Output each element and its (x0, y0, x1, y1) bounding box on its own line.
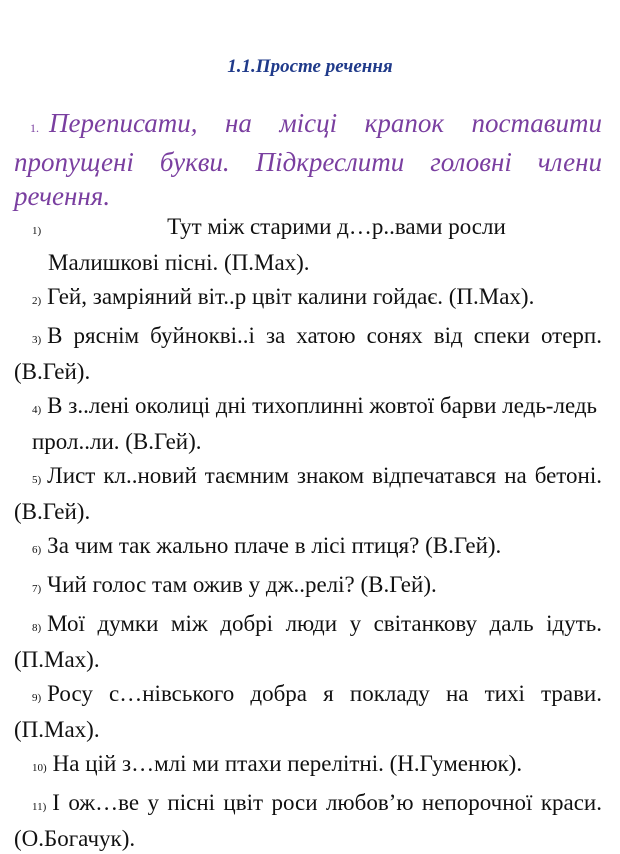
sentence-number: 7) (32, 583, 42, 595)
sentence-number: 5) (32, 474, 42, 486)
sentence-text: На цій з…млі ми птахи перелітні. (Н.Гуменюк). (52, 751, 523, 776)
sentence-number: 6) (32, 544, 42, 556)
sentence-text: В ряснім буйнокві..і за хатою сонях від спеки отерп. (В.Гей). (14, 323, 602, 384)
sentence-text: Лист кл..новий таємним знаком відпечатався на бетоні. (В.Гей). (14, 463, 602, 524)
sentence-list (14, 211, 602, 854)
sentence-item-1 (14, 211, 602, 247)
sentence-text: В з..лені околиці дні тихоплинні жовтої барви ледь-ледь (47, 393, 598, 418)
sentence-item-3 (14, 320, 602, 387)
sentence-text: За чим так жально плаче в лісі птиця? (В.Гей). (47, 533, 502, 558)
sentence-text: прол..ли. (В.Гей). (32, 429, 202, 454)
task-instruction (14, 106, 602, 213)
sentence-text: Малишкові пісні. (П.Мах). (48, 250, 310, 275)
sentence-item-7 (14, 569, 602, 605)
sentence-text: Росу с…нівського добра я покладу на тихі трави. (П.Мах). (14, 681, 602, 742)
sentence-item-8 (14, 608, 602, 675)
sentence-number: 9) (32, 692, 42, 704)
sentence-item-1-continuation (14, 247, 602, 278)
sentence-item-11 (14, 787, 602, 854)
sentence-text: Чий голос там ожив у дж..релі? (В.Гей). (47, 572, 437, 597)
sentence-text: Гей, замріяний віт..р цвіт калини гойдає. (П.Мах). (47, 284, 535, 309)
sentence-text: Мої думки між добрі люди у світанкову даль ідуть. (П.Мах). (14, 611, 602, 672)
task-text: Переписати, на місці крапок поставити пропущені букви. Підкреслити головні члени речення. (14, 108, 602, 211)
sentence-number: 11) (32, 801, 47, 813)
sentence-item-9 (14, 678, 602, 745)
sentence-item-4 (14, 390, 602, 426)
sentence-item-10 (14, 748, 602, 784)
sentence-number: 2) (32, 295, 42, 307)
sentence-number: 4) (32, 404, 42, 416)
sentence-item-5 (14, 460, 602, 527)
sentence-item-2 (14, 281, 602, 317)
sentence-number: 8) (32, 622, 42, 634)
sentence-text: І ож…ве у пісні цвіт роси любов’ю непорочної краси. (О.Богачук). (14, 790, 602, 851)
sentence-text: Тут між старими д…р..вами росли (167, 214, 506, 239)
sentence-item-6 (14, 530, 602, 566)
sentence-number: 10) (32, 762, 47, 774)
task-number: 1. (30, 121, 39, 135)
sentence-item-4-continuation (14, 426, 602, 457)
section-title: 1.1.Просте речення (227, 56, 393, 77)
sentence-number: 1) (32, 225, 42, 237)
sentence-number: 3) (32, 334, 42, 346)
